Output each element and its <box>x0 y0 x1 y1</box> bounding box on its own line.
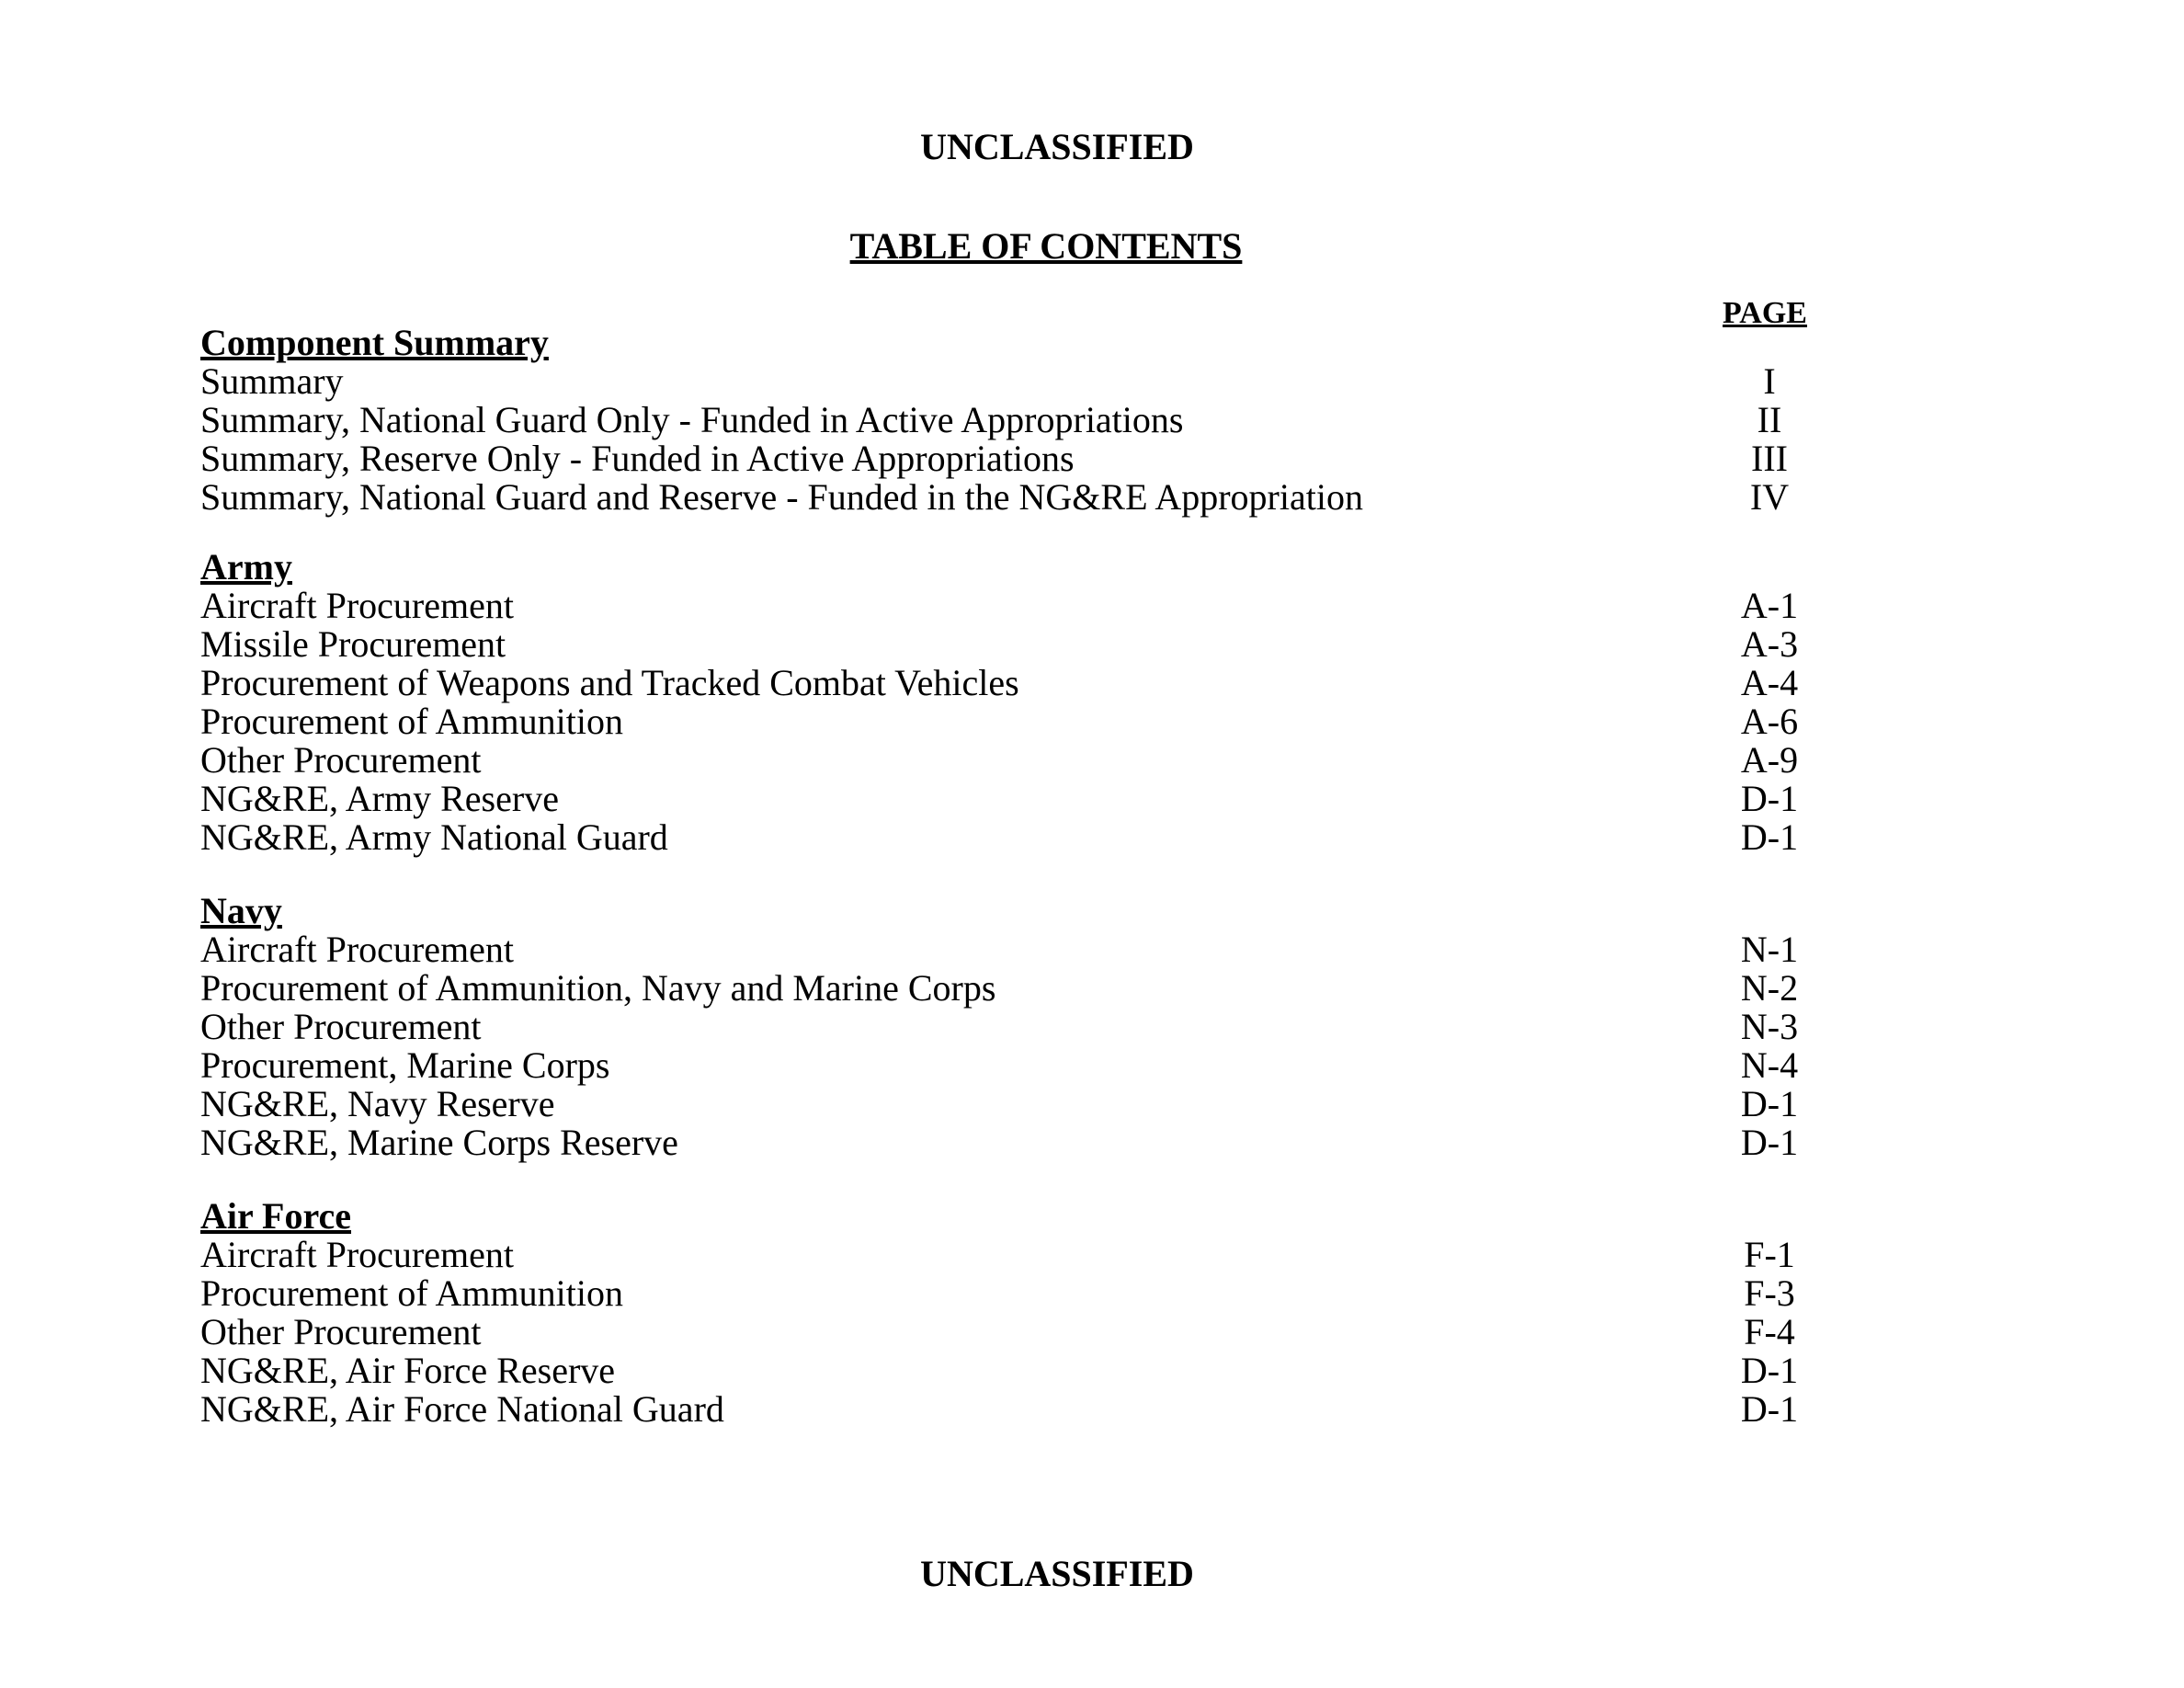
toc-section-air-force <box>200 1197 1838 1429</box>
toc-entry-page: D-1 <box>1740 1083 1799 1124</box>
toc-entry-page: F-1 <box>1744 1234 1795 1275</box>
toc-entry-label: Procurement of Ammunition <box>200 701 623 742</box>
toc-entry-page: N-1 <box>1740 929 1799 970</box>
section-heading: Army <box>200 546 292 587</box>
toc-entry-label: Procurement of Ammunition, Navy and Marine Corps <box>200 967 996 1009</box>
toc-entry-page: I <box>1763 360 1776 402</box>
toc-entry-label: Summary, National Guard Only - Funded in Active Appropriations <box>200 399 1184 440</box>
toc-entry[interactable] <box>200 1046 1838 1085</box>
toc-entry[interactable] <box>200 1008 1838 1046</box>
toc-entry-label: Procurement, Marine Corps <box>200 1044 610 1086</box>
toc-entry-label: Procurement of Weapons and Tracked Combat Vehicles <box>200 662 1019 703</box>
toc-entry[interactable] <box>200 1274 1838 1313</box>
toc-entry[interactable] <box>200 362 1838 401</box>
toc-entry-page: A-4 <box>1740 662 1799 703</box>
toc-entry[interactable] <box>200 439 1838 478</box>
toc-entry-label: NG&RE, Army National Guard <box>200 816 668 858</box>
toc-entry-page: A-3 <box>1740 623 1799 665</box>
toc-entry-label: Missile Procurement <box>200 623 506 665</box>
toc-entry[interactable] <box>200 664 1838 702</box>
toc-section-army <box>200 548 1838 857</box>
toc-entry-label: Summary, National Guard and Reserve - Funded in the NG&RE Appropriation <box>200 476 1363 518</box>
toc-entry[interactable] <box>200 1352 1838 1390</box>
toc-entry-page: III <box>1751 438 1788 479</box>
toc-entry-label: NG&RE, Army Reserve <box>200 778 559 819</box>
toc-entry-label: NG&RE, Navy Reserve <box>200 1083 555 1124</box>
toc-section-navy <box>200 892 1838 1162</box>
toc-entry[interactable] <box>200 818 1838 857</box>
toc-entry-page: D-1 <box>1740 1388 1799 1430</box>
toc-entry-label: Procurement of Ammunition <box>200 1272 623 1314</box>
toc-entry-page: A-9 <box>1740 739 1799 781</box>
toc-entry[interactable] <box>200 702 1838 741</box>
toc-entry-page: F-3 <box>1744 1272 1795 1314</box>
toc-entry[interactable] <box>200 930 1838 969</box>
toc-entry-label: Aircraft Procurement <box>200 929 514 970</box>
toc-entry[interactable] <box>200 1123 1838 1162</box>
toc-entry-label: Summary <box>200 360 344 402</box>
toc-entry-page: D-1 <box>1740 1122 1799 1163</box>
toc-entry-page: IV <box>1749 476 1790 518</box>
section-heading: Navy <box>200 890 282 931</box>
toc-entry[interactable] <box>200 587 1838 625</box>
toc-entry-page: D-1 <box>1740 778 1799 819</box>
toc-entry-page: D-1 <box>1740 816 1799 858</box>
toc-entry-label: Summary, Reserve Only - Funded in Active Appropriations <box>200 438 1075 479</box>
toc-entry[interactable] <box>200 1085 1838 1123</box>
toc-entry-page: D-1 <box>1740 1350 1799 1391</box>
toc-entry[interactable] <box>200 478 1838 517</box>
toc-entry-page: A-1 <box>1740 585 1799 626</box>
toc-entry[interactable] <box>200 1390 1838 1429</box>
toc-entry-label: Aircraft Procurement <box>200 1234 514 1275</box>
toc-entry-page: F-4 <box>1744 1311 1795 1352</box>
toc-entry-label: Other Procurement <box>200 1311 482 1352</box>
toc-entry[interactable] <box>200 780 1838 818</box>
toc-section-component-summary <box>200 324 1838 517</box>
section-heading: Air Force <box>200 1195 352 1237</box>
toc-entry-label: Aircraft Procurement <box>200 585 514 626</box>
classification-marking-bottom: UNCLASSIFIED <box>920 1553 1194 1594</box>
toc-entry-page: N-2 <box>1740 967 1799 1009</box>
toc-entry-label: NG&RE, Air Force National Guard <box>200 1388 724 1430</box>
toc-entry[interactable] <box>200 401 1838 439</box>
toc-entry[interactable] <box>200 969 1838 1008</box>
classification-marking-top: UNCLASSIFIED <box>920 126 1194 167</box>
section-heading: Component Summary <box>200 322 549 363</box>
toc-entry-label: NG&RE, Air Force Reserve <box>200 1350 616 1391</box>
toc-entry-label: Other Procurement <box>200 1006 482 1047</box>
toc-entry-page: A-6 <box>1740 701 1799 742</box>
toc-entry[interactable] <box>200 625 1838 664</box>
toc-entry-page: N-4 <box>1740 1044 1799 1086</box>
toc-entry-page: N-3 <box>1740 1006 1799 1047</box>
document-title: TABLE OF CONTENTS <box>849 225 1243 267</box>
toc-entry[interactable] <box>200 1236 1838 1274</box>
toc-entry-page: II <box>1757 399 1782 440</box>
toc-entry-label: NG&RE, Marine Corps Reserve <box>200 1122 678 1163</box>
toc-entry[interactable] <box>200 741 1838 780</box>
page-column-header: PAGE <box>1723 296 1807 330</box>
toc-entry[interactable] <box>200 1313 1838 1352</box>
toc-entry-label: Other Procurement <box>200 739 482 781</box>
